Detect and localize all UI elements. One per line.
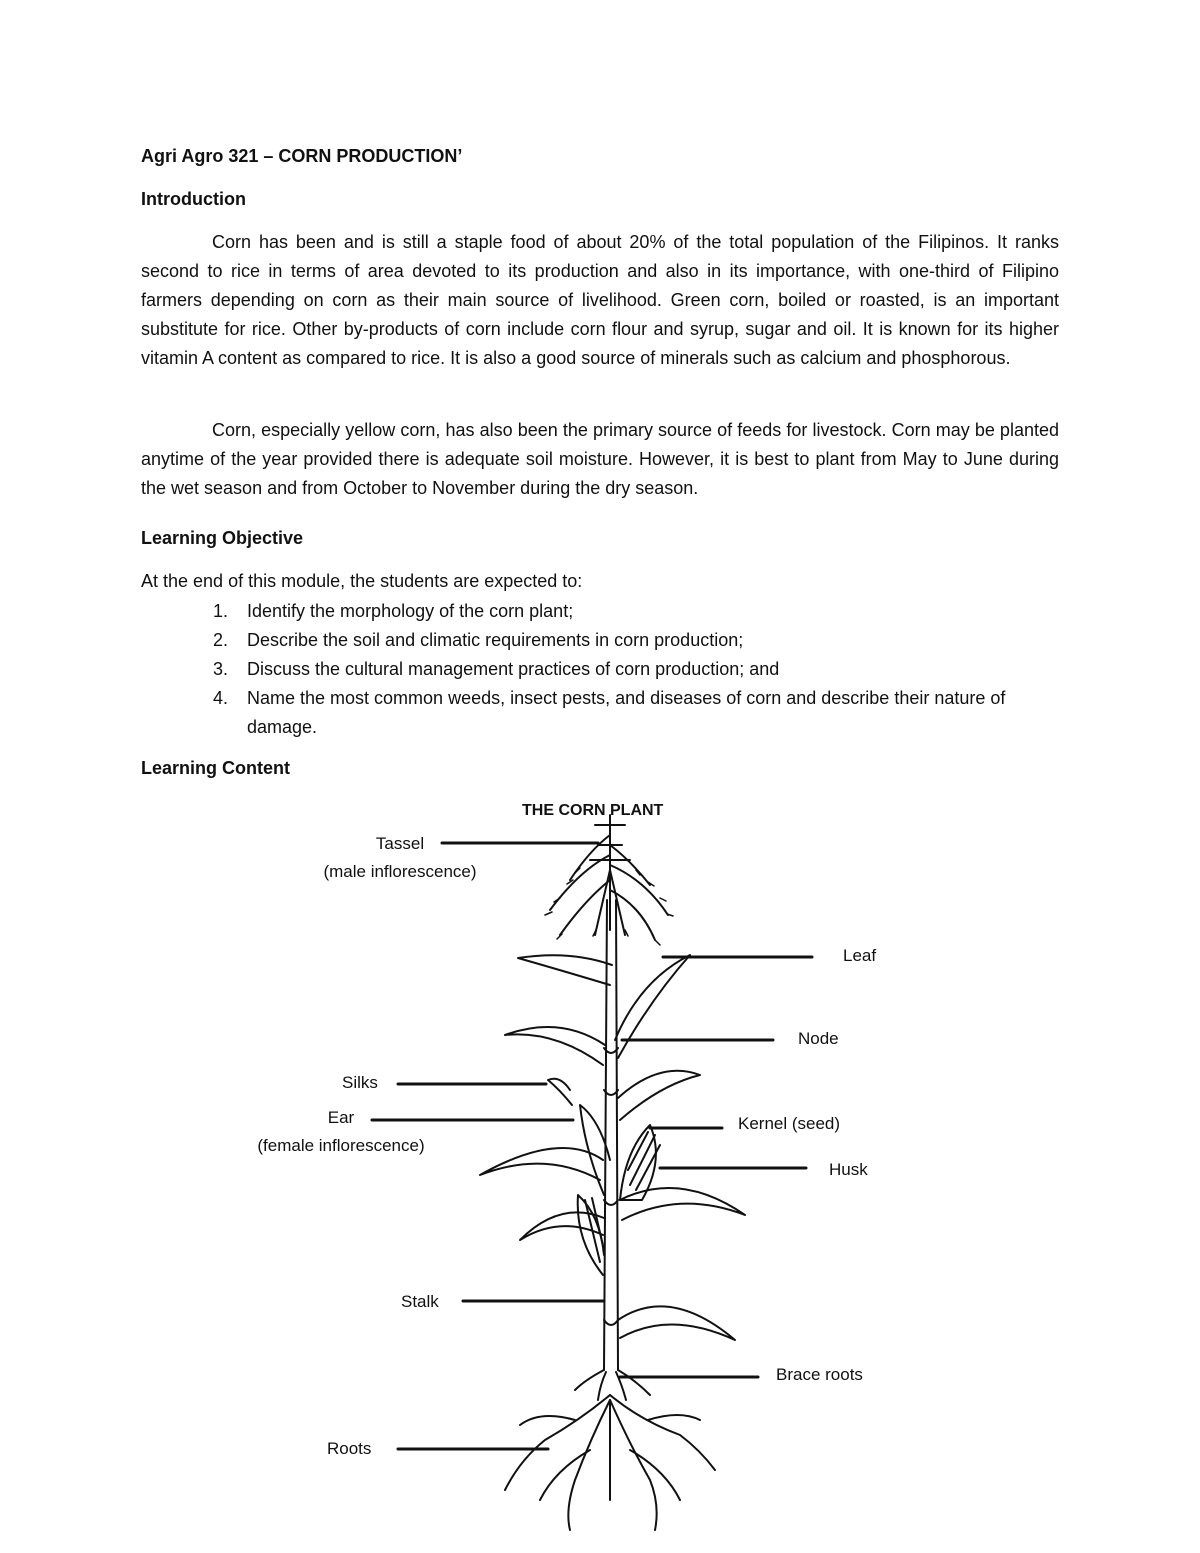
list-number: 2. [213, 630, 229, 650]
document-title: Agri Agro 321 – CORN PRODUCTION’ [141, 146, 463, 166]
list-text: Identify the morphology of the corn plant; [247, 601, 574, 621]
stalk-node [604, 1320, 618, 1325]
brace-roots-drawing [575, 1370, 650, 1400]
introduction-heading: Introduction [141, 189, 246, 209]
label-tassel-sub: (male inflorescence) [323, 862, 477, 881]
label-node: Node [798, 1029, 839, 1048]
leaf [620, 1188, 745, 1220]
stalk [604, 900, 618, 1370]
label-silks: Silks [342, 1073, 378, 1092]
label-ear-sub: (female inflorescence) [257, 1136, 425, 1155]
diagram-title: THE CORN PLANT [522, 802, 664, 819]
leaf [618, 1306, 735, 1340]
leaf [615, 955, 690, 1058]
label-roots: Roots [327, 1439, 372, 1458]
roots-drawing [505, 1395, 715, 1530]
upper-ear-drawing [548, 1079, 660, 1200]
tassel-drawing [550, 815, 668, 940]
label-kernel: Kernel (seed) [738, 1114, 841, 1133]
learning-content-heading: Learning Content [141, 758, 290, 778]
intro-paragraph-1: Corn has been and is still a staple food of about 20% of the total population of the Filipinos. It ranks second to rice in terms of area devoted to its production and also in its importance, with one-third of Filipino farmers depending on corn as their main source of livelihood. Green corn, boiled or roasted, is an important substitute for rice. Other by-products of corn include corn flour and syrup, sugar and oil. It is known for its higher vitamin A content as compared to rice. It is also a good source of minerals such as calcium and phosphorous. [141, 232, 1059, 368]
objective-intro: At the end of this module, the students are expected to: [141, 571, 583, 591]
stalk-node [604, 1200, 618, 1205]
label-husk: Husk [829, 1160, 868, 1179]
label-stalk: Stalk [401, 1292, 439, 1311]
leaf [480, 1148, 603, 1180]
label-ear: Ear [327, 1108, 355, 1127]
list-text: Name the most common weeds, insect pests, and diseases of corn and describe their nature of damage. [247, 688, 1006, 737]
list-number: 1. [213, 601, 229, 621]
leaf [518, 955, 612, 985]
lower-ear-drawing [578, 1195, 604, 1275]
list-number: 3. [213, 659, 229, 679]
leaf [505, 1027, 605, 1065]
learning-objective-heading: Learning Objective [141, 528, 304, 548]
intro-paragraph-2: Corn, especially yellow corn, has also been the primary source of feeds for livestock. Corn may be planted anytime of the year provided there is adequate soil moisture. However, it is best to plant from May to June during the wet season and from October to November during the dry season. [141, 420, 1059, 498]
list-text: Discuss the cultural management practices of corn production; and [247, 659, 780, 679]
leaf [618, 1071, 700, 1120]
list-number: 4. [213, 688, 229, 708]
label-brace-roots: Brace roots [776, 1365, 863, 1384]
label-leaf: Leaf [843, 946, 877, 965]
list-text: Describe the soil and climatic requirements in corn production; [247, 630, 744, 650]
label-tassel: Tassel [375, 834, 425, 853]
